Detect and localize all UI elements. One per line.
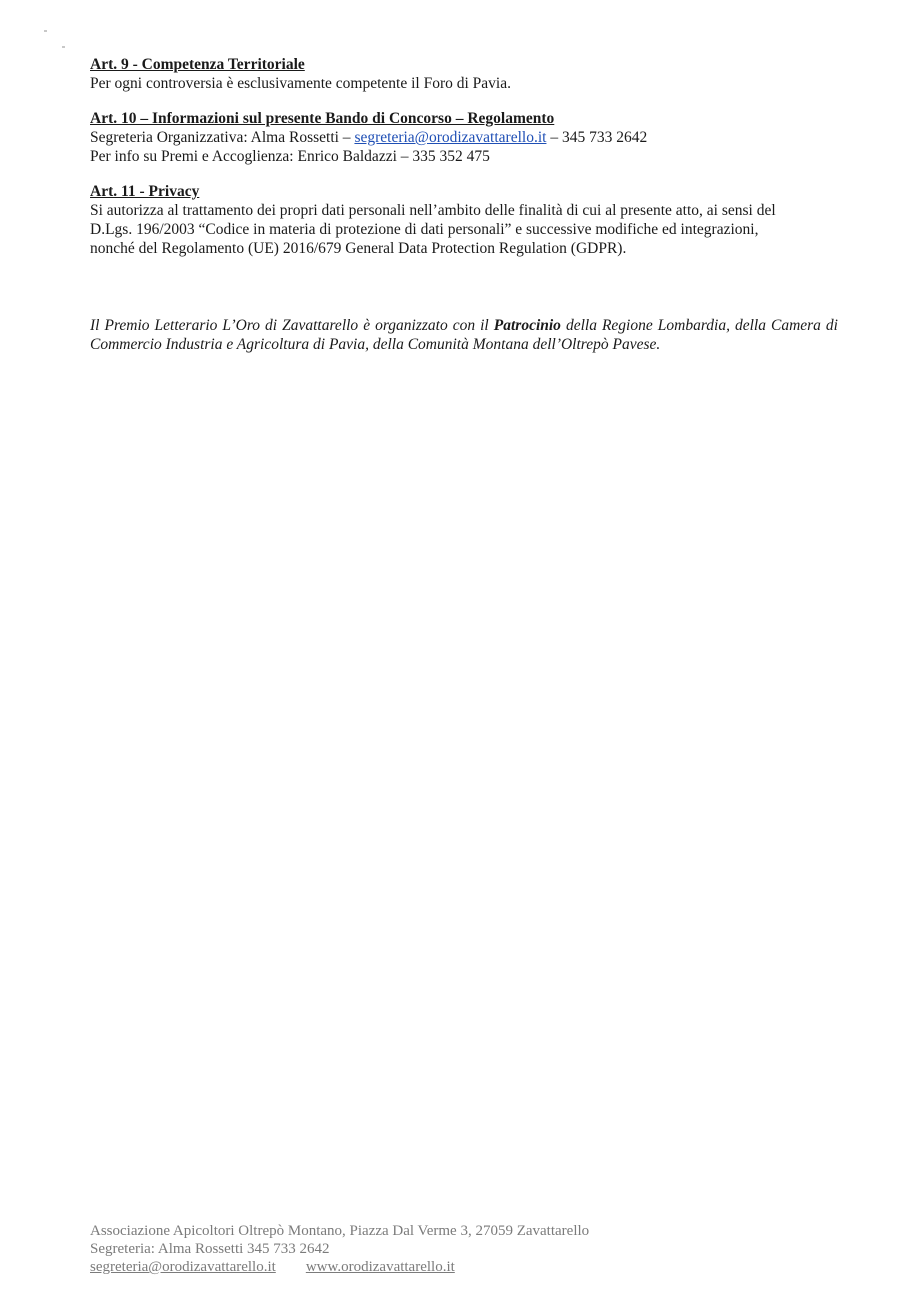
article-11	[90, 182, 838, 258]
footer-address: Associazione Apicoltori Oltrepò Montano, Piazza Dal Verme 3, 27059 Zavattarello	[90, 1223, 590, 1239]
secretariat-email-link[interactable]: segreteria@orodizavattarello.it	[354, 129, 547, 146]
patronage-prefix: Il Premio Letterario L’Oro di Zavattarello è organizzato con il	[90, 317, 494, 334]
footer-secretariat: Segreteria: Alma Rossetti 345 733 2642	[90, 1241, 330, 1257]
footer	[90, 1222, 790, 1276]
article-11-title: Art. 11 - Privacy	[90, 183, 200, 200]
article-11-text-line-3: nonché del Regolamento (UE) 2016/679 General Data Protection Regulation (GDPR).	[90, 240, 627, 257]
articles-section	[90, 55, 838, 274]
article-11-text-line-2: D.Lgs. 196/2003 “Codice in materia di protezione di dati personali” e successive modifiche ed integrazioni,	[90, 221, 759, 238]
secretariat-label: Segreteria Organizzativa: Alma Rossetti –	[90, 129, 355, 146]
article-11-text-line-1: Si autorizza al trattamento dei propri dati personali nell’ambito delle finalità di cui al presente atto, ai sensi del	[90, 202, 776, 219]
footer-links	[90, 1258, 790, 1276]
article-10-title: Art. 10 – Informazioni sul presente Bando di Concorso – Regolamento	[90, 110, 555, 127]
footer-email-link[interactable]: segreteria@orodizavattarello.it	[90, 1259, 276, 1275]
article-9	[90, 55, 838, 93]
scan-speck	[62, 46, 65, 48]
secretariat-phone: – 345 733 2642	[546, 129, 648, 146]
patronage-statement	[90, 316, 838, 354]
article-10	[90, 109, 838, 166]
article-10-info-line: Per info su Premi e Accoglienza: Enrico Baldazzi – 335 352 475	[90, 148, 490, 165]
footer-website-link[interactable]: www.orodizavattarello.it	[305, 1259, 455, 1275]
article-9-text: Per ogni controversia è esclusivamente competente il Foro di Pavia.	[90, 75, 511, 92]
scan-speck	[44, 30, 47, 32]
patronage-bold: Patrocinio	[493, 317, 561, 334]
patronage-suffix: della Regione Lombardia, della Camera di Commercio Industria e Agricoltura di Pavia, della Comunità Montana dell’Oltrepò Pavese.	[90, 317, 838, 353]
article-10-secretariat-line	[90, 128, 838, 147]
article-9-title: Art. 9 - Competenza Territoriale	[90, 56, 305, 73]
